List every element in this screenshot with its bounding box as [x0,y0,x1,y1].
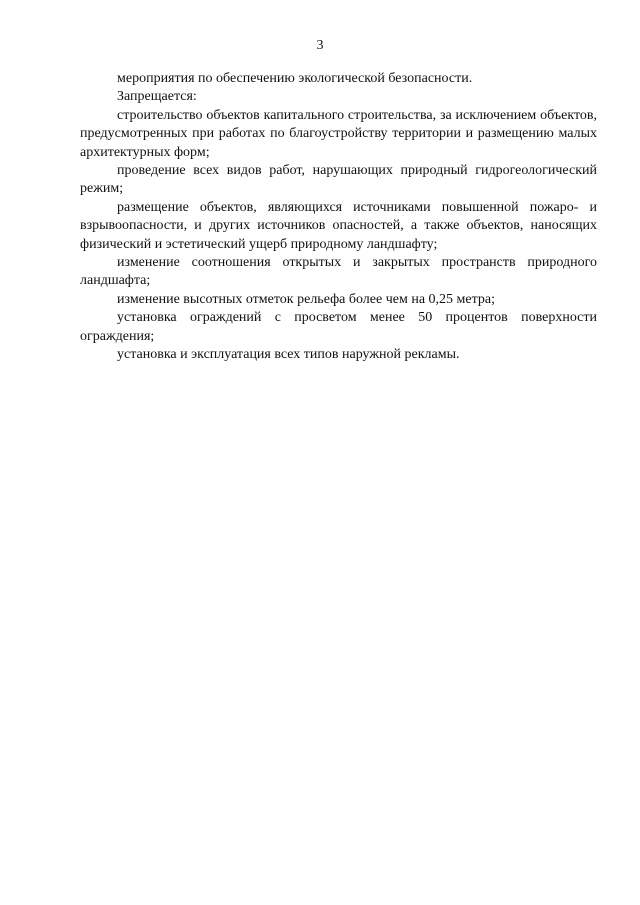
paragraph-relief-marks: изменение высотных отметок рельефа более чем на 0,25 метра; [117,291,495,307]
page-number: 3 [316,38,324,53]
document-body [80,70,597,365]
paragraph-open-closed-spaces: изменение соотношения открытых и закрытых пространств природного ландшафта; [80,255,597,289]
paragraph-hydrogeological-regime: проведение всех видов работ, нарушающих природный гидрогеологический режим; [80,163,597,197]
paragraph-ecological-safety: мероприятия по обеспечению экологической безопасности. [117,71,473,86]
paragraph-prohibited-heading: Запрещается: [117,89,197,105]
paragraph-hazard-sources: размещение объектов, являющихся источниками повышенной пожаро- и взрывоопасности, и других источников опасностей, а также объектов, наносящих физический и эстетический ущерб природному ландшафту; [80,199,597,252]
paragraph-outdoor-advertising: установка и эксплуатация всех типов наружной рекламы. [117,347,460,363]
paragraph-fences: установка ограждений с просветом менее 50 процентов поверхности ограждения; [80,310,597,344]
paragraph-capital-construction: строительство объектов капитального строительства, за исключением объектов, предусмотренных при работах по благоустройству территории и размещению малых архитектурных форм; [80,107,597,160]
